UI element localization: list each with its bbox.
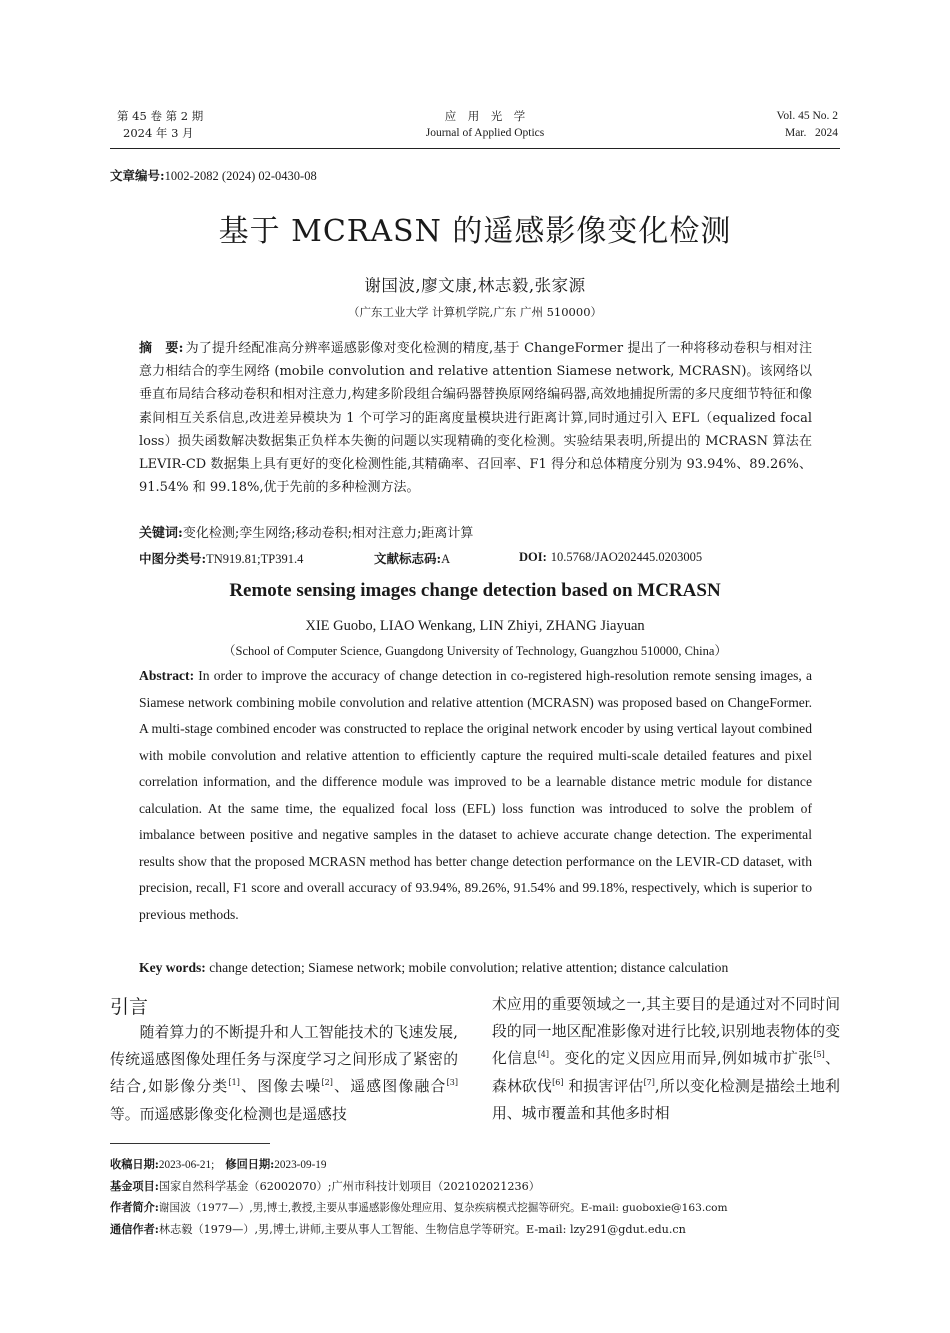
- intro-left-text-1: 随着算力的不断提升和人工智能技术的飞速发展,传统遥感图像处理任务与深度学习之间形成了紧密的结合,如影像分类: [110, 1024, 458, 1096]
- citation-2[interactable]: [2]: [321, 1078, 333, 1088]
- doc-code-value: A: [441, 552, 451, 566]
- fund-text: 国家自然科学基金（62002070）;广州市科技计划项目（202102021236）: [158, 1179, 540, 1193]
- citation-3[interactable]: [3]: [446, 1078, 458, 1088]
- keywords-cn-text: 变化检测;孪生网络;移动卷积;相对注意力;距离计算: [182, 526, 474, 541]
- affiliation-en: （School of Computer Science, Guangdong University of Technology, Guangzhou 510000, China）: [223, 644, 727, 658]
- journal-name: [375, 108, 595, 142]
- bio-text: 谢国波（1977—）,男,博士,教授,主要从事遥感影像处理应用、复杂疾病模式挖掘等研究。E-mail: guoboxie@163.com: [158, 1202, 728, 1214]
- revised-label: 修回日期:: [225, 1157, 275, 1171]
- corr-label: 通信作者:: [110, 1221, 159, 1236]
- keywords-cn-label: 关键词:: [139, 526, 183, 541]
- journal-name-en: Journal of Applied Optics: [425, 127, 545, 139]
- keywords-en: [139, 955, 812, 982]
- revised-date: 2023-09-19: [274, 1159, 327, 1171]
- keywords-cn: [139, 522, 812, 545]
- received-date: 2023-06-21;: [158, 1159, 215, 1171]
- intro-heading: 引言: [110, 996, 149, 1018]
- article-number-label: 文章编号:: [110, 168, 165, 183]
- footnote-fund: [110, 1176, 840, 1198]
- intro-right-text-3: 、森林砍伐: [492, 1050, 840, 1095]
- citation-6[interactable]: [6]: [552, 1077, 564, 1087]
- article-number: [110, 166, 317, 184]
- article-number-value: 1002-2082 (2024) 02-0430-08: [164, 169, 317, 183]
- intro-right-text-4: 和损害评估: [563, 1077, 644, 1095]
- abstract-en-text: In order to improve the accuracy of change detection in co-registered high-resolution remote sensing images, a Siamese network combining mobile convolution and relative attention (MCRASN) was proposed based on ChangeFormer. A multi-stage combined encoder was constructed to replace the original network encoder by using vertical layout combined with mobile convolution and relative attention to efficiently capture the required multi-scale detailed features and pixel correlation information, and the difference module was improved to be a learnable distance metric module for distance calculation. At the same time, the equalized focal loss (EFL) loss function was introduced to solve the problem of imbalance between positive and negative samples in the dataset to achieve accurate change detection. The experimental results show that the proposed MCRASN method has better change detection performance on the LEVIR-CD dataset, with precision, recall, F1 score and overall accuracy of 93.94%, 89.26%, 91.54% and 99.18%, respectively, which is superior to previous methods.: [139, 668, 812, 922]
- authors-cn: 谢国波,廖文康,林志毅,张家源: [364, 276, 586, 295]
- doi-value: 10.5768/JAO202445.0203005: [550, 550, 703, 564]
- corr-text: 林志毅（1979—）,男,博士,讲师,主要从事人工智能、生物信息学等研究。E-mail: lzy291@gdut.edu.cn: [158, 1222, 686, 1236]
- intro-left-text-3: 、遥感图像融合: [332, 1078, 447, 1096]
- footnote-rule: [110, 1143, 270, 1144]
- issue-volume: 第 45 卷 第 2 期: [117, 109, 204, 123]
- issue-date: 2024 年 3 月: [123, 126, 194, 140]
- citation-7[interactable]: [7]: [643, 1077, 655, 1087]
- issue-info: [117, 108, 203, 142]
- abstract-en-label: Abstract:: [139, 668, 195, 683]
- received-label: 收稿日期:: [110, 1157, 159, 1171]
- clc-code: [139, 549, 303, 567]
- footnote-dates: [110, 1154, 840, 1176]
- intro-right-text-1: 术应用的重要领域之一,其主要目的是通过对不同时间段的同一地区配准影像对进行比较,识别地表物体的变化信息: [492, 996, 840, 1068]
- title-en: Remote sensing images change detection based on MCRASN: [229, 580, 721, 601]
- footnotes: [110, 1154, 840, 1240]
- doi-label: DOI:: [519, 550, 547, 564]
- keywords-en-text: change detection; Siamese network; mobile convolution; relative attention; distance calculation: [209, 960, 729, 975]
- footnote-corresponding: [110, 1219, 840, 1241]
- abstract-cn-label: 摘 要:: [139, 341, 184, 356]
- bio-label: 作者简介:: [110, 1200, 159, 1214]
- citation-4[interactable]: [4]: [537, 1050, 550, 1060]
- intro-right-text-2: 。变化的定义因应用而异,例如城市扩张: [549, 1050, 814, 1068]
- abstract-cn: [139, 337, 812, 499]
- header-rule: [110, 148, 840, 149]
- clc-value: TN919.81;TP391.4: [206, 552, 304, 566]
- affiliation-cn: （广东工业大学 计算机学院,广东 广州 510000）: [347, 305, 603, 319]
- page-title: 基于 MCRASN 的遥感影像变化检测: [218, 214, 732, 249]
- fund-label: 基金项目:: [110, 1178, 159, 1193]
- abstract-en: [139, 663, 812, 928]
- intro-right-column: [492, 991, 840, 1127]
- issue-date-en: Mar. 2024: [784, 127, 838, 139]
- intro-right-text-5: ,所以变化检测是描绘土地利用、城市覆盖和其他多时相: [492, 1077, 840, 1122]
- citation-1[interactable]: [1]: [228, 1078, 240, 1088]
- doc-code-label: 文献标志码:: [374, 551, 442, 566]
- issue-info-en: [740, 108, 838, 142]
- abstract-cn-text: 为了提升经配准高分辨率遥感影像对变化检测的精度,基于 ChangeFormer 提出了一种将移动卷积与相对注意力相结合的孪生网络 (mobile convolution and relative attention Siamese network, MCRASN)。该网络以垂直布局结合移动卷积和相对注意力,构建多阶段组合编码器替换原网络编码器,高效地捕捉所需的多尺度细节特征和像素间相互关系信息,改进差异模块为 1 个可学习的距离度量模块进行距离计算,同时通过引入 EFL（equalized focal loss）损失函数解决数据集正负样本失衡的问题以实现精确的变化检测。实验结果表明,所提出的 MCRASN 算法在 LEVIR-CD 数据集上具有更好的变化检测性能,其精确率、召回率、F1 得分和总体精度分别为 93.94%、89.26%、91.54% 和 99.18%,优于先前的多种检测方法。: [139, 341, 812, 496]
- authors-en: XIE Guobo, LIAO Wenkang, LIN Zhiyi, ZHANG Jiayuan: [305, 618, 645, 634]
- journal-name-cn: 应 用 光 学: [444, 109, 526, 123]
- document-code: [374, 549, 450, 567]
- keywords-en-label: Key words:: [139, 960, 206, 975]
- issue-volume-en: Vol. 45 No. 2: [776, 110, 838, 122]
- intro-left-text-4: 等。而遥感影像变化检测也是遥感技: [110, 1105, 347, 1123]
- doi: [519, 549, 702, 565]
- intro-left-text-2: 、图像去噪: [239, 1078, 322, 1096]
- clc-label: 中图分类号:: [139, 551, 207, 566]
- footnote-bio: [110, 1197, 840, 1219]
- intro-left-column: [110, 1019, 458, 1128]
- citation-5[interactable]: [5]: [813, 1050, 825, 1060]
